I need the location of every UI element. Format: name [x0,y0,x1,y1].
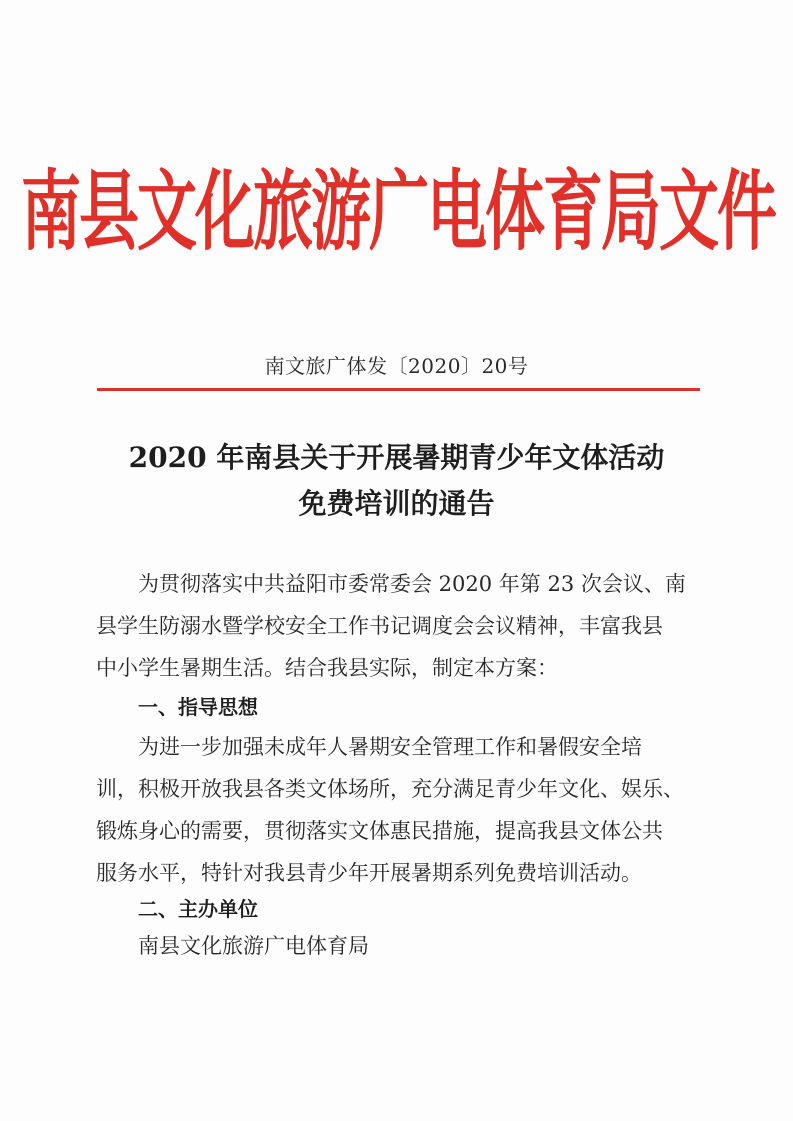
section-heading-guiding-thought: 一、指导思想 [138,695,258,719]
section-heading-organizer: 二、主办单位 [138,897,258,921]
masthead-title: 南县文化旅游广电体育局文件 [21,161,775,263]
section-2-paragraph [96,925,700,967]
paragraph-line: 县学生防溺水暨学校安全工作书记调度会会议精神，丰富我县 [96,614,663,638]
intro-paragraph [96,563,700,689]
notice-title-line-2: 免费培训的通告 [298,487,495,520]
notice-title-line-1: 2020 年南县关于开展暑期青少年文体活动 [128,441,665,474]
document-number: 南文旅广体发〔2020〕20号 [264,354,529,378]
paragraph-line: 训，积极开放我县各类文体场所，充分满足青少年文化、娱乐、 [96,777,684,801]
paragraph-line: 南县文化旅游广电体育局 [138,934,369,958]
paragraph-line: 为进一步加强未成年人暑期安全管理工作和暑假安全培 [138,735,642,759]
masthead [21,140,775,270]
paragraph-line: 中小学生暑期生活。结合我县实际，制定本方案： [96,656,558,680]
paragraph-line: 服务水平，特针对我县青少年开展暑期系列免费培训活动。 [96,861,642,885]
paragraph-line: 锻炼身心的需要，贯彻落实文体惠民措施，提高我县文体公共 [96,819,663,843]
red-divider-line [97,388,700,391]
paragraph-line: 为贯彻落实中共益阳市委常委会 2020 年第 23 次会议、南 [138,572,686,596]
section-1-paragraph [96,726,700,894]
